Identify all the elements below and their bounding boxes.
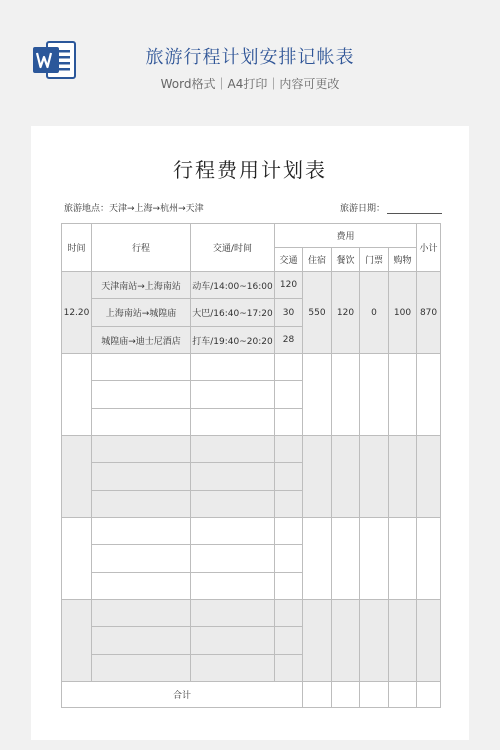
subtotal-cell[interactable]	[417, 436, 441, 518]
date-cell[interactable]	[62, 354, 92, 436]
route-cell[interactable]	[92, 655, 191, 682]
dining-cost-cell[interactable]	[332, 600, 360, 682]
header-transport-time: 交通/时间	[191, 224, 275, 272]
header-cost: 费用	[275, 224, 417, 248]
transport-cost-cell[interactable]	[275, 518, 303, 545]
dining-cost-cell[interactable]	[332, 518, 360, 600]
transport-cost-cell[interactable]	[275, 545, 303, 573]
header-lodging: 住宿	[303, 248, 332, 272]
transport-cost-cell[interactable]: 120	[275, 272, 303, 299]
transport-cost-cell[interactable]	[275, 600, 303, 627]
transport-cost-cell[interactable]: 28	[275, 327, 303, 354]
transport-cost-cell[interactable]: 30	[275, 299, 303, 327]
subtotal-cell[interactable]	[417, 518, 441, 600]
header-transport: 交通	[275, 248, 303, 272]
date-cell[interactable]	[62, 518, 92, 600]
tickets-cost-cell[interactable]	[360, 354, 389, 436]
transport-mode-cell[interactable]	[191, 545, 275, 573]
route-cell[interactable]	[92, 354, 191, 381]
transport-mode-cell[interactable]	[191, 627, 275, 655]
lodging-cost-cell[interactable]	[303, 600, 332, 682]
route-cell[interactable]	[92, 463, 191, 491]
shopping-cost-cell[interactable]	[389, 518, 417, 600]
page-subtitle: Word格式｜A4打印｜内容可更改	[160, 77, 340, 91]
route-cell[interactable]	[92, 491, 191, 518]
tickets-cost-cell[interactable]	[360, 518, 389, 600]
transport-mode-cell[interactable]	[191, 573, 275, 600]
route-cell[interactable]: 天津南站→上海南站	[92, 272, 191, 299]
table-row	[62, 354, 441, 381]
total-label: 合计	[62, 682, 303, 708]
header-subtotal: 小计	[417, 224, 441, 272]
table-row	[62, 436, 441, 463]
total-tickets-cell[interactable]	[360, 682, 389, 708]
transport-mode-cell[interactable]	[191, 436, 275, 463]
lodging-cost-cell[interactable]: 550	[303, 272, 332, 354]
header-shopping: 购物	[389, 248, 417, 272]
date-cell[interactable]	[62, 436, 92, 518]
table-row	[62, 518, 441, 545]
total-shopping-cell[interactable]	[389, 682, 417, 708]
total-lodging-cell[interactable]	[303, 682, 332, 708]
route-cell[interactable]: 城隍庙→迪士尼酒店	[92, 327, 191, 354]
tickets-cost-cell[interactable]	[360, 600, 389, 682]
transport-mode-cell[interactable]	[191, 600, 275, 627]
lodging-cost-cell[interactable]	[303, 354, 332, 436]
subtotal-cell[interactable]	[417, 600, 441, 682]
tickets-cost-cell[interactable]: 0	[360, 272, 389, 354]
total-dining-cell[interactable]	[332, 682, 360, 708]
total-row	[62, 682, 441, 708]
transport-cost-cell[interactable]	[275, 409, 303, 436]
transport-mode-cell[interactable]: 打车/19:40~20:20	[191, 327, 275, 354]
date-label: 旅游日期：	[340, 204, 386, 214]
header-tickets: 门票	[360, 248, 389, 272]
transport-cost-cell[interactable]	[275, 627, 303, 655]
transport-mode-cell[interactable]	[191, 655, 275, 682]
transport-cost-cell[interactable]	[275, 573, 303, 600]
transport-cost-cell[interactable]	[275, 491, 303, 518]
transport-mode-cell[interactable]: 大巴/16:40~17:20	[191, 299, 275, 327]
route-cell[interactable]	[92, 627, 191, 655]
transport-mode-cell[interactable]	[191, 354, 275, 381]
page-header	[0, 0, 500, 122]
transport-mode-cell[interactable]	[191, 518, 275, 545]
lodging-cost-cell[interactable]	[303, 518, 332, 600]
route-cell[interactable]	[92, 518, 191, 545]
itinerary-cost-table	[61, 223, 441, 708]
subtotal-cell[interactable]: 870	[417, 272, 441, 354]
table-row	[62, 272, 441, 299]
route-cell[interactable]	[92, 600, 191, 627]
dining-cost-cell[interactable]: 120	[332, 272, 360, 354]
shopping-cost-cell[interactable]	[389, 354, 417, 436]
transport-cost-cell[interactable]	[275, 354, 303, 381]
day1-date[interactable]: 12.20	[62, 272, 92, 354]
header-itinerary: 行程	[92, 224, 191, 272]
dining-cost-cell[interactable]	[332, 354, 360, 436]
tickets-cost-cell[interactable]	[360, 436, 389, 518]
header-dining: 餐饮	[332, 248, 360, 272]
location-label: 旅游地点：天津→上海→杭州→天津	[64, 204, 204, 214]
shopping-cost-cell[interactable]	[389, 436, 417, 518]
transport-mode-cell[interactable]	[191, 463, 275, 491]
route-cell[interactable]	[92, 573, 191, 600]
total-subtotal-cell[interactable]	[417, 682, 441, 708]
route-cell[interactable]: 上海南站→城隍庙	[92, 299, 191, 327]
page-title: 旅游行程计划安排记帐表	[145, 47, 355, 68]
transport-mode-cell[interactable]: 动车/14:00~16:00	[191, 272, 275, 299]
transport-cost-cell[interactable]	[275, 655, 303, 682]
shopping-cost-cell[interactable]: 100	[389, 272, 417, 354]
document-page	[31, 126, 469, 740]
route-cell[interactable]	[92, 381, 191, 409]
lodging-cost-cell[interactable]	[303, 436, 332, 518]
date-field	[340, 201, 442, 214]
subtotal-cell[interactable]	[417, 354, 441, 436]
transport-cost-cell[interactable]	[275, 436, 303, 463]
route-cell[interactable]	[92, 409, 191, 436]
route-cell[interactable]	[92, 545, 191, 573]
transport-mode-cell[interactable]	[191, 491, 275, 518]
transport-mode-cell[interactable]	[191, 381, 275, 409]
transport-cost-cell[interactable]	[275, 463, 303, 491]
dining-cost-cell[interactable]	[332, 436, 360, 518]
transport-cost-cell[interactable]	[275, 381, 303, 409]
document-title: 行程费用计划表	[173, 158, 327, 182]
shopping-cost-cell[interactable]	[389, 600, 417, 682]
header-time: 时间	[62, 224, 92, 272]
transport-mode-cell[interactable]	[191, 409, 275, 436]
date-cell[interactable]	[62, 600, 92, 682]
date-blank-line[interactable]	[387, 204, 442, 214]
route-cell[interactable]	[92, 436, 191, 463]
table-row	[62, 600, 441, 627]
